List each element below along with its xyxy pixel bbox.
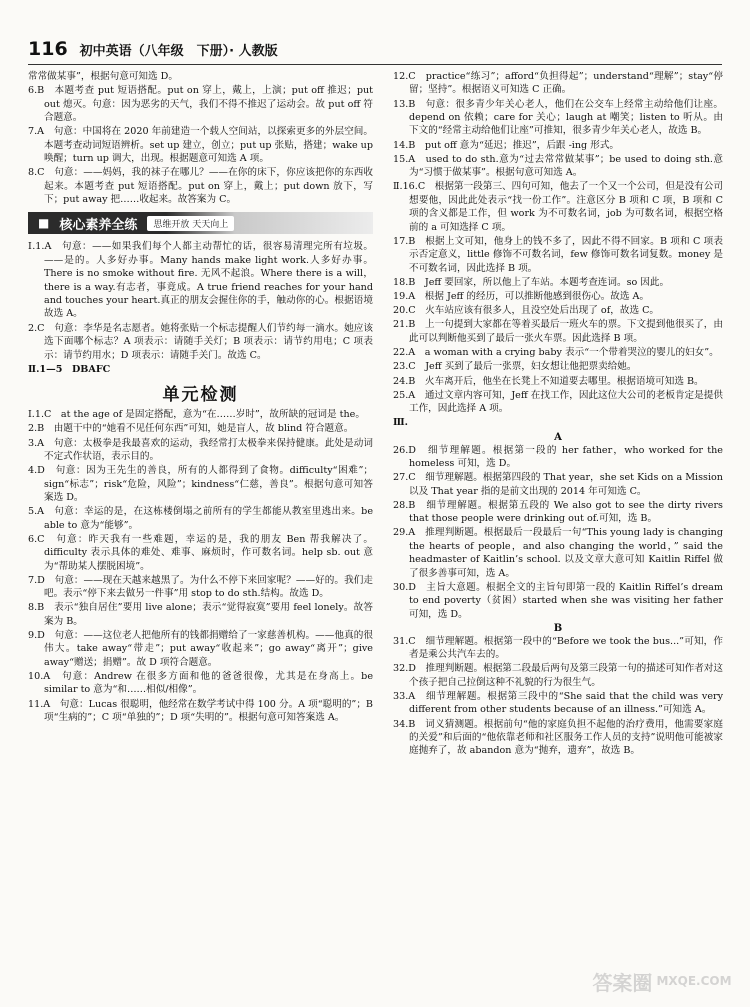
answer-paragraph: Ⅰ.1.A 句意：——如果我们每个人都主动帮忙的话，很容易清理完所有垃圾。——是的。人多好办事。Many hands make light work.人多好办事。There is no smoke without fire. 无风不起浪。Where there is a will，there is a way.有志者，事竟成。A true friend reaches for your hand and touches your heart.真正的朋友会握住你的手，触动你的心。根据语境故选 A。 [28,241,373,320]
watermark-logo: 答案圈 [592,970,653,995]
answer-paragraph: 7.D 句意：——现在天越来越黑了。为什么不停下来回家呢？——好的。我们走吧。表示“停下来去做另一件事”用 stop to do sth.结构。故选 D。 [28,574,373,600]
passage-label-b: B [553,622,563,634]
page-number: 116 [28,38,68,60]
answer-paragraph: 15.A used to do sth.意为“过去常常做某事”；be used to doing sth.意为“习惯于做某事”。根据句意可知选 A。 [393,153,723,179]
answer-paragraph: 4.D 句意：因为王先生的善良，所有的人都得到了食物。difficulty“困难”；sign“标志”；risk“危险，风险”；kindness“仁慈，善良”。根据句意可知答案选 D。 [28,465,373,503]
watermark [592,961,732,1001]
unit-test-title: 单元检测 [162,385,239,406]
section-banner [28,212,373,234]
answer-paragraph: 23.C Jeff 买到了最后一张票，妇女想让他把票卖给她。 [393,361,637,373]
answer-paragraph: 27.C 细节理解题。根据第四段的 That year，she set Kids on a Mission 以及 That year 指的是前文出现的 2014 年可知选 C。 [393,472,723,497]
banner-title: 核心素养全练 [59,217,138,233]
left-column [28,70,373,725]
answer-paragraph: 19.A 根据 Jeff 的经历，可以推断他感到很伤心。故选 A。 [393,291,650,303]
passage-label-a: A [554,431,562,443]
answer-paragraph: 3.A 句意：太极拳是我最喜欢的运动，我经常打太极拳来保持健康。此处是动词不定式作状语，表示目的。 [28,437,373,462]
answer-paragraph: 6.B 本题考查 put 短语搭配。put on 穿上，戴上，上演；put off 推迟；put out 熄灭。句意：因为恶劣的天气，我们不得不推迟了运动会。故 put off 符合题意。 [28,85,373,124]
answer-paragraph: 28.B 细节理解题。根据第五段的 We also got to see the dirty rivers that those people were drinking out of.可知，选 B。 [393,499,723,525]
book-icon: ■ [38,216,50,231]
answer-paragraph: 11.A 句意：Lucas 很聪明，他经常在数学考试中得 100 分。A 项“聪明的”；B 项“生病的”；C 项“单独的”；D 项“失明的”。根据句意可知答案选 A。 [28,698,373,724]
watermark-url: MXQE.COM [656,974,732,988]
answer-paragraph: 32.D 推理判断题。根据第二段最后两句及第三段第一句的描述可知作者对这个孩子把自己拉倒这种不礼貌的行为很生气。 [393,663,723,688]
answer-paragraph: 13.B 句意：很多青少年关心老人，他们在公交车上经常主动给他们让座。depend on 依赖；care for 关心；laugh at 嘲笑；listen to 听从。由下文的“经常主动给他们让座”可推知，很多青少年关心老人，故选 B。 [393,98,723,137]
answer-paragraph: 7.A 句意：中国将在 2020 年前建造一个载人空间站，以探索更多的外层空间。本题考查动词短语辨析。set up 建立，创立；put up 张贴，搭建；wake up 唤醒；turn up 调大，出现。根据题意可知选 A 项。 [28,126,373,165]
answer-paragraph: 20.C 火车站应该有很多人，且没空处后出现了 of，故选 C。 [393,305,660,317]
answer-paragraph: 18.B Jeff 要回家，所以他上了车站。本题考查连词。so 因此。 [393,276,670,288]
answer-paragraph: 6.C 句意：昨天我有一些难题，幸运的是，我的朋友 Ben 帮我解决了。difficulty 表示具体的难处、难事、麻烦时，作可数名词。help sb. out 意为“帮助某人摆脱困境”。 [28,533,373,572]
answer-paragraph: 29.A 推理判断题。根据最后一段最后一句“This young lady is changing the hearts of people，and also changing the world，” said the headmaster of Kaitlin’s school. 以及文章大意可知 Kaitlin Riffel 做了很多善事可知，选 A。 [393,527,723,579]
answer-paragraph: 17.B 根据上文可知，他身上的钱不多了，因此不得不回家。B 项和 C 项表示否定意义，little 修饰不可数名词，few 修饰可数名词复数。money 是不可数名词，因此选择 B 项。 [393,235,723,274]
answer-paragraph: 5.A 句意：幸运的是，在这栋楼倒塌之前所有的学生都能从教室里逃出来。be able to 意为“能够”。 [28,506,373,531]
answer-paragraph: 12.C practice“练习”；afford“负担得起”；understand“理解”；stay“停留；坚持”。根据语义可知选 C 正确。 [393,71,723,96]
answer-paragraph: Ⅰ.1.C at the age of 是固定搭配，意为“在……岁时”，故所缺的冠词是 the。 [28,409,365,421]
banner-subtitle: 思维开放 天天向上 [147,216,234,231]
header-divider [28,64,722,65]
answer-paragraph: 9.D 句意：——这位老人把他所有的钱都捐赠给了一家慈善机构。——他真的很伟大。take away“带走”；put away“收起来”；go away“离开”；give away“赠送；捐赠”。故 D 项符合题意。 [28,629,373,668]
answer-paragraph: 10.A 句意：Andrew 在很多方面和他的爸爸很像，尤其是在身高上。be similar to 意为“和……相似/相像”。 [28,671,373,696]
answer-paragraph: 24.B 火车离开后，他坐在长凳上不知道要去哪里。根据语境可知选 B。 [393,375,704,387]
answer-paragraph: 2.B 由题干中的“她看不见任何东西”可知，她是盲人，故 blind 符合题意。 [28,423,354,435]
answer-paragraph: 25.A 通过文章内容可知，Jeff 在找工作，因此这位大公司的老板肯定是提供工作，因此选择 A 项。 [393,389,723,415]
answer-paragraph: 22.A a woman with a crying baby 表示“一个带着哭泣的婴儿的妇女”。 [393,347,719,359]
book-title: 初中英语（八年级 下册）· 人教版 [79,44,278,59]
answer-paragraph: Ⅱ.1—5 DBAFC [28,363,111,375]
page-header [28,38,722,64]
answer-paragraph: 2.C 句意：李华是名志愿者。她将张贴一个标志提醒人们节约每一滴水。她应该选下面哪个标志？A 项表示：请随手关灯；B 项表示：请节约用电；C 项表示：请节约用水；D 项表示：请随手关门。故选 C。 [28,322,373,361]
answer-paragraph: 33.A 细节理解题。根据第三段中的“She said that the child was very different from other students because of an illness.”可知选 A。 [393,691,723,716]
section-label: Ⅲ. [393,417,409,429]
answer-paragraph: 常常做某事”，根据句意可知选 D。 [28,71,178,82]
answer-paragraph: 30.D 主旨大意题。根据全文的主旨句即第一段的 Kaitlin Riffel’s dream to end poverty（贫困）started when she was visiting her father 可知，选 D。 [393,581,723,620]
answer-paragraph: 34.B 词义猜测题。根据前句“他的家庭负担不起他的治疗费用，他需要家庭的关爱”和后面的“他依靠老师和社区服务工作人员的支持”说明他可能被家庭抛弃了，故 abandon 意为“抛弃，遗弃”，故选 B。 [393,718,723,757]
right-column [393,70,723,759]
answer-paragraph: 31.C 细节理解题。根据第一段中的“Before we took the bus...”可知，作者是乘公共汽车去的。 [393,635,723,661]
answer-paragraph: Ⅱ.16.C 根据第一段第三、四句可知，他去了一个又一个公司，但是没有公司想要他，因此此处表示“找一份工作”。注意区分 B 项和 C 项，B 项和 C 项的含义都是工作，但 work 为不可数名词，job 为可数名词，根据空格前的 a 可知选择 C 项。 [393,181,723,233]
answer-paragraph: 8.B 表示“独自居住”要用 live alone；表示“觉得寂寞”要用 feel lonely。故答案为 B。 [28,602,373,627]
answer-paragraph: 26.D 细节理解题。根据第一段的 her father，who worked for the homeless 可知，选 D。 [393,444,723,469]
answer-paragraph: 14.B put off 意为“延迟；推迟”，后跟 -ing 形式。 [393,139,620,151]
answer-paragraph: 8.C 句意：——妈妈，我的袜子在哪儿？——在你的床下，你应该把你的东西收起来。本题考查 put 短语搭配。put on 穿上，戴上；put down 放下，写下；put away 把……收起来。故答案为 C。 [28,167,373,206]
answer-paragraph: 21.B 上一句提到大家都在等着买最后一班火车的票。下文提到他很买了，由此可以判断他买到了最后一张火车票。因此选择 B 项。 [393,319,723,344]
